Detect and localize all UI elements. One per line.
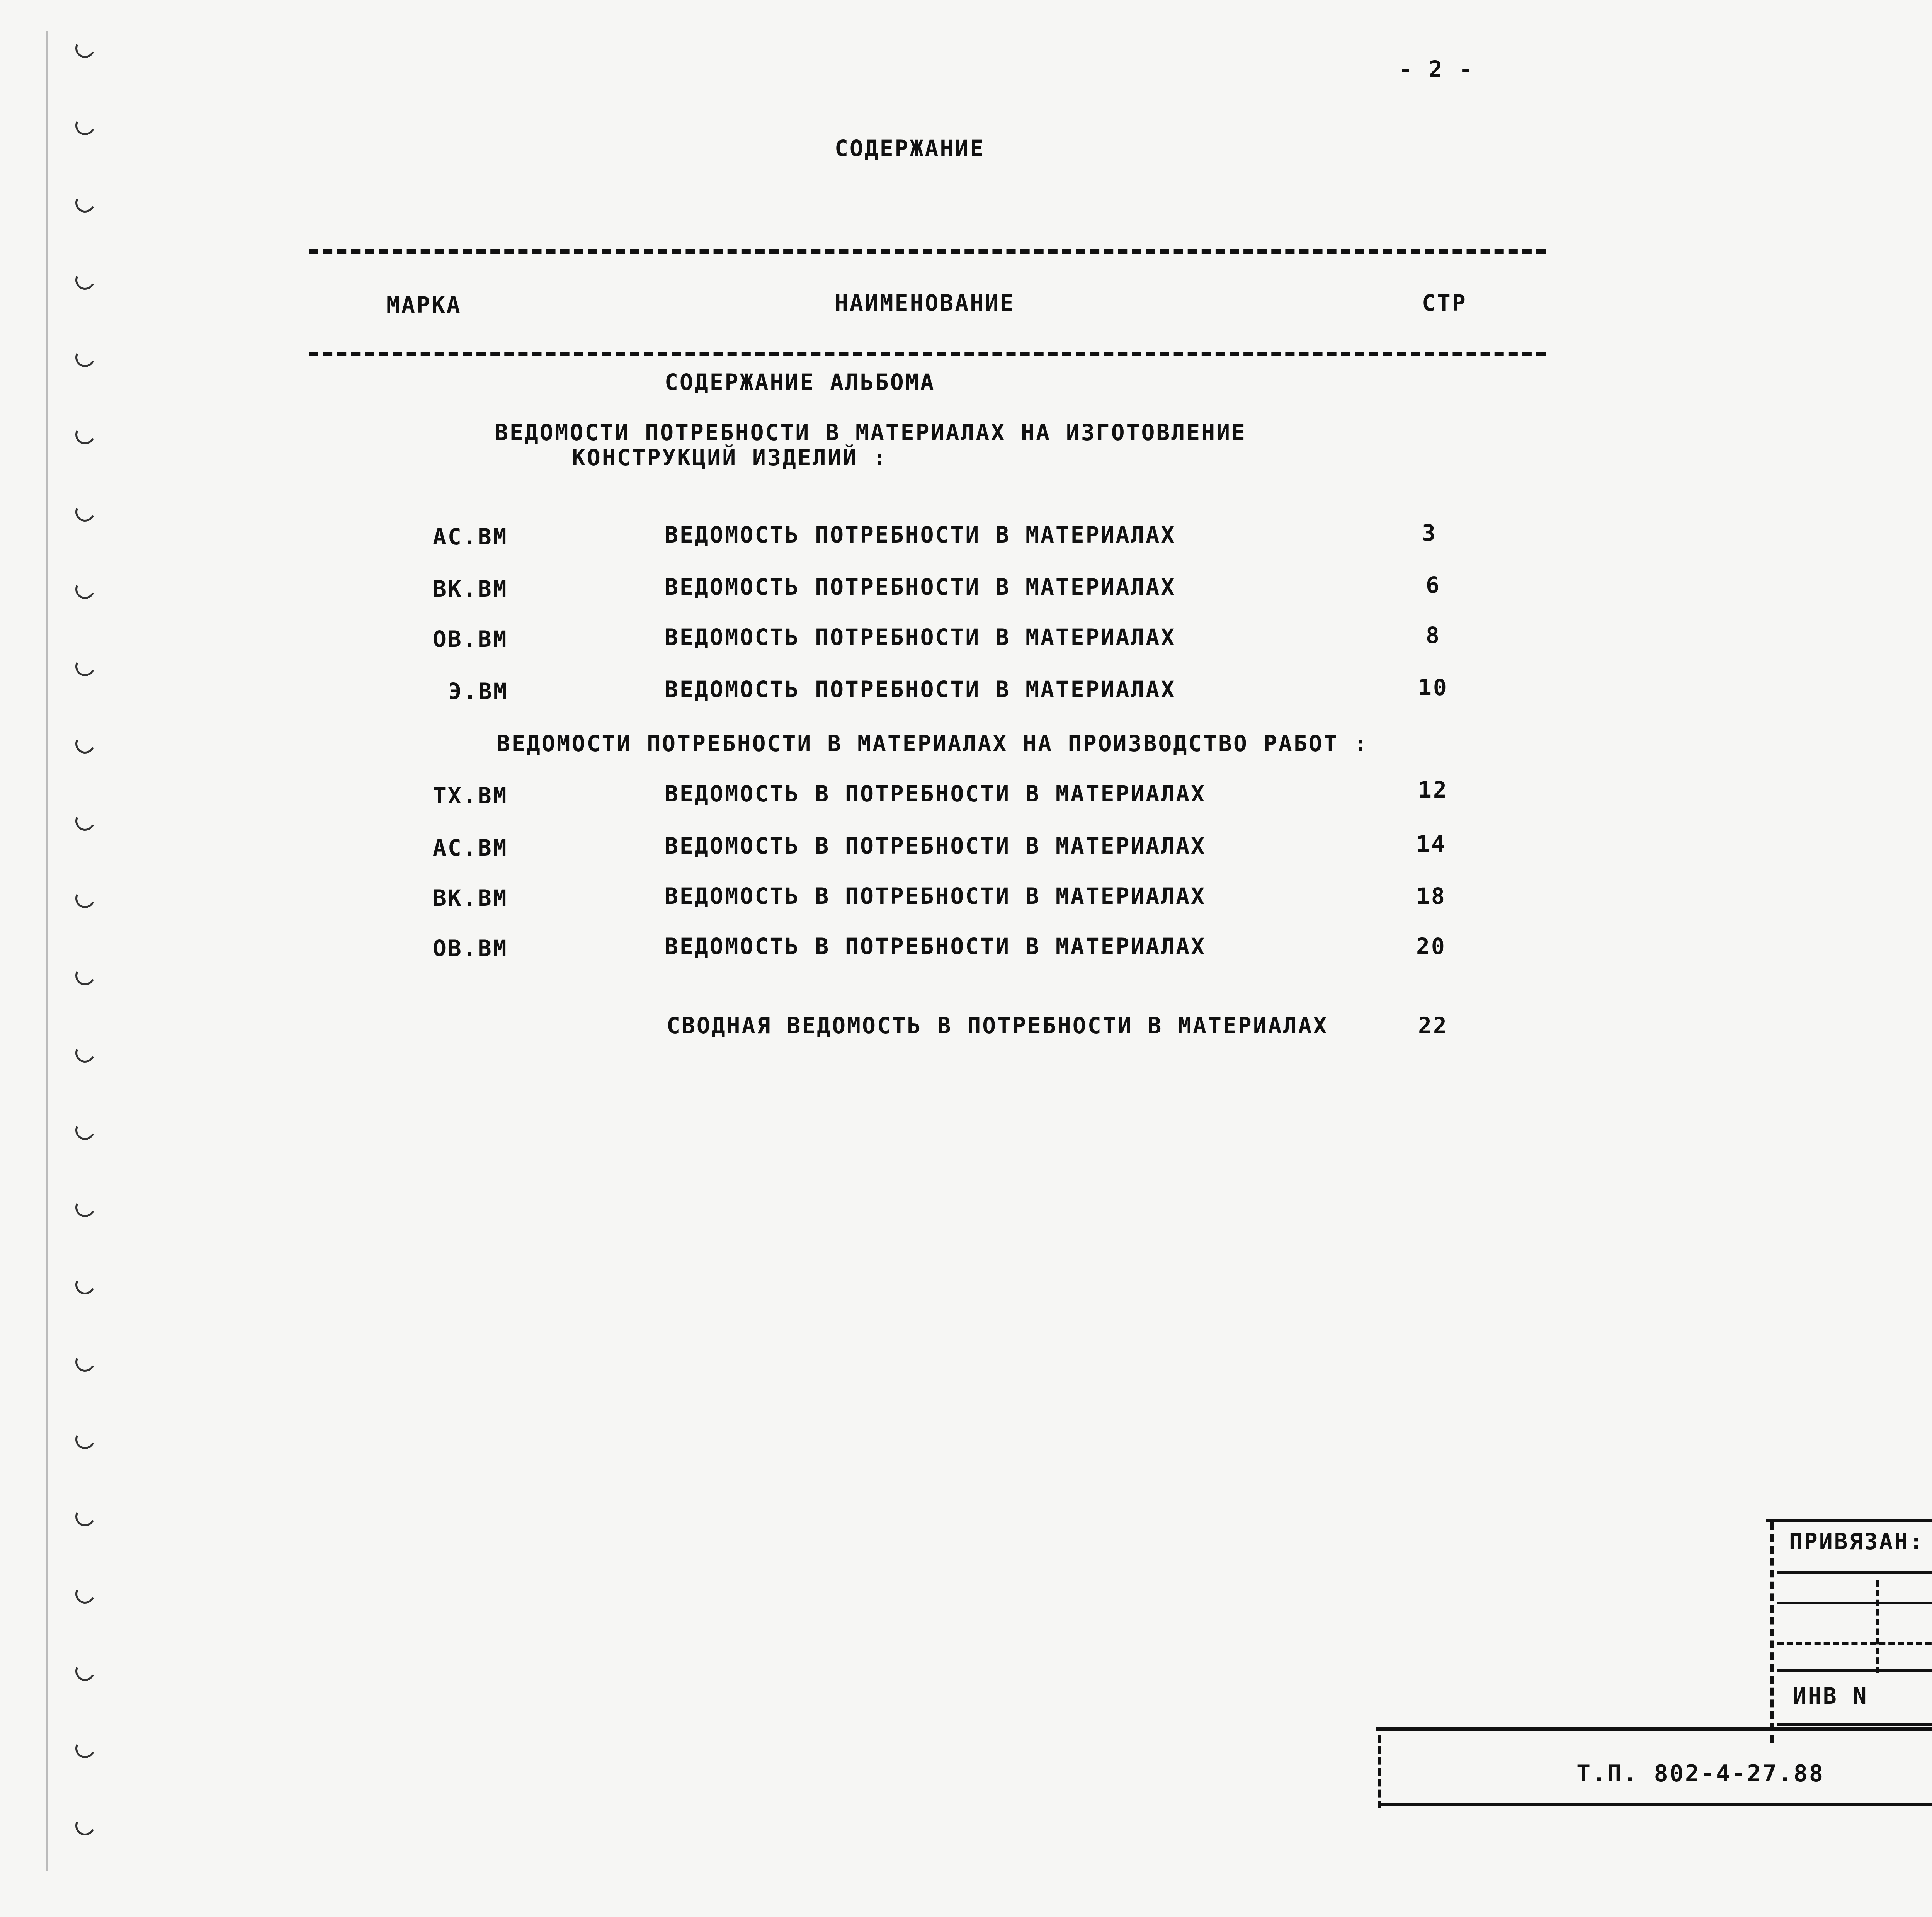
column-header-mark: МАРКА bbox=[386, 292, 462, 318]
perforation-hole-icon bbox=[73, 1272, 97, 1297]
perforation-hole-icon bbox=[73, 1427, 97, 1452]
column-header-name: НАИМЕНОВАНИЕ bbox=[835, 290, 1015, 316]
stamp-rule-2 bbox=[1777, 1602, 1932, 1604]
row-name: ВЕДОМОСТЬ ПОТРЕБНОСТИ В МАТЕРИАЛАХ bbox=[665, 574, 1176, 600]
row-page: 20 bbox=[1416, 933, 1446, 959]
perforation-hole-icon bbox=[73, 886, 97, 911]
column-header-page: СТР bbox=[1422, 290, 1467, 316]
group-title-line-1: ВЕДОМОСТИ ПОТРЕБНОСТИ В МАТЕРИАЛАХ НА ИЗГОТОВЛЕНИЕ bbox=[495, 419, 1247, 446]
page-number: - 2 - bbox=[1399, 56, 1474, 82]
inventory-label: ИНВ N bbox=[1793, 1683, 1868, 1709]
perforation-hole-icon bbox=[73, 1582, 97, 1606]
perforation-hole-icon bbox=[73, 1659, 97, 1684]
row-mark: ВК.ВМ bbox=[433, 576, 508, 602]
perforation-hole-icon bbox=[73, 191, 97, 215]
row-name: ВЕДОМОСТЬ ПОТРЕБНОСТИ В МАТЕРИАЛАХ bbox=[665, 624, 1176, 650]
row-page: 10 bbox=[1418, 674, 1448, 701]
header-bottom-rule bbox=[309, 352, 1546, 356]
perforation-hole-icon bbox=[73, 1041, 97, 1065]
row-mark: ТХ.ВМ bbox=[433, 782, 508, 809]
perforation-hole-icon bbox=[73, 36, 97, 61]
section-title: СОДЕРЖАНИЕ АЛЬБОМА bbox=[665, 369, 935, 395]
stamp-lower-top-border bbox=[1376, 1727, 1932, 1731]
row-mark: ВК.ВМ bbox=[433, 885, 508, 911]
row-name: ВЕДОМОСТЬ ПОТРЕБНОСТИ В МАТЕРИАЛАХ bbox=[665, 522, 1176, 548]
perforation-hole-icon bbox=[73, 577, 97, 602]
row-name: ВЕДОМОСТЬ В ПОТРЕБНОСТИ В МАТЕРИАЛАХ bbox=[665, 883, 1206, 909]
stamp-bottom-border bbox=[1381, 1803, 1932, 1806]
group-title-line-2: КОНСТРУКЦИЙ ИЗДЕЛИЙ : bbox=[572, 444, 888, 471]
row-mark: Э.ВМ bbox=[448, 678, 509, 704]
page-title: СОДЕРЖАНИЕ bbox=[835, 135, 985, 162]
perforation-hole-icon bbox=[73, 422, 97, 447]
perforation-hole-icon bbox=[73, 1504, 97, 1529]
stamp-rule-1 bbox=[1777, 1571, 1932, 1574]
perforation-hole-icon bbox=[73, 1350, 97, 1374]
perforation-hole-icon bbox=[73, 1195, 97, 1220]
row-page: 3 bbox=[1422, 520, 1437, 546]
row-name: ВЕДОМОСТЬ В ПОТРЕБНОСТИ В МАТЕРИАЛАХ bbox=[665, 833, 1206, 859]
perforation-hole-icon bbox=[73, 654, 97, 679]
row-name: ВЕДОМОСТЬ ПОТРЕБНОСТИ В МАТЕРИАЛАХ bbox=[665, 676, 1176, 703]
perforation-hole-icon bbox=[73, 268, 97, 293]
perforation-hole-icon bbox=[73, 113, 97, 138]
perforation-hole-icon bbox=[73, 731, 97, 756]
row-page: 8 bbox=[1426, 622, 1441, 648]
header-top-rule bbox=[309, 249, 1546, 254]
stamp-rule-4 bbox=[1777, 1669, 1932, 1672]
stamp-lower-left-border bbox=[1378, 1735, 1381, 1808]
stamp-rule-3 bbox=[1777, 1642, 1932, 1645]
row-page: 14 bbox=[1416, 831, 1446, 857]
row-page: 6 bbox=[1426, 572, 1441, 598]
row-mark: ОВ.ВМ bbox=[433, 935, 508, 961]
perforation-hole-icon bbox=[73, 963, 97, 988]
perforation-hole-icon bbox=[73, 1736, 97, 1761]
stamp-rule-5 bbox=[1777, 1723, 1932, 1726]
row-name: ВЕДОМОСТЬ В ПОТРЕБНОСТИ В МАТЕРИАЛАХ bbox=[665, 933, 1206, 959]
row-mark: АС.ВМ bbox=[433, 835, 508, 861]
summary-name: СВОДНАЯ ВЕДОМОСТЬ В ПОТРЕБНОСТИ В МАТЕРИАЛАХ bbox=[667, 1012, 1328, 1039]
stamp-col-1 bbox=[1876, 1580, 1879, 1673]
stamp-left-border bbox=[1770, 1522, 1774, 1743]
row-mark: АС.ВМ bbox=[433, 524, 508, 550]
perforation-hole-icon bbox=[73, 345, 97, 370]
group-title-2: ВЕДОМОСТИ ПОТРЕБНОСТИ В МАТЕРИАЛАХ НА ПРОИЗВОДСТВО РАБОТ : bbox=[497, 730, 1369, 757]
linked-label: ПРИВЯЗАН: bbox=[1789, 1528, 1925, 1555]
row-mark: ОВ.ВМ bbox=[433, 626, 508, 652]
left-margin-line bbox=[46, 31, 48, 1871]
row-page: 12 bbox=[1418, 777, 1448, 803]
perforation-hole-icon bbox=[73, 1813, 97, 1838]
summary-page: 22 bbox=[1418, 1012, 1448, 1039]
row-name: ВЕДОМОСТЬ В ПОТРЕБНОСТИ В МАТЕРИАЛАХ bbox=[665, 781, 1206, 807]
perforation-hole-icon bbox=[73, 809, 97, 833]
perforation-hole-icon bbox=[73, 1118, 97, 1143]
document-number: Т.П. 802-4-27.88 bbox=[1577, 1760, 1825, 1787]
perforation-hole-icon bbox=[73, 500, 97, 524]
stamp-top-border bbox=[1766, 1519, 1932, 1522]
row-page: 18 bbox=[1416, 883, 1446, 909]
